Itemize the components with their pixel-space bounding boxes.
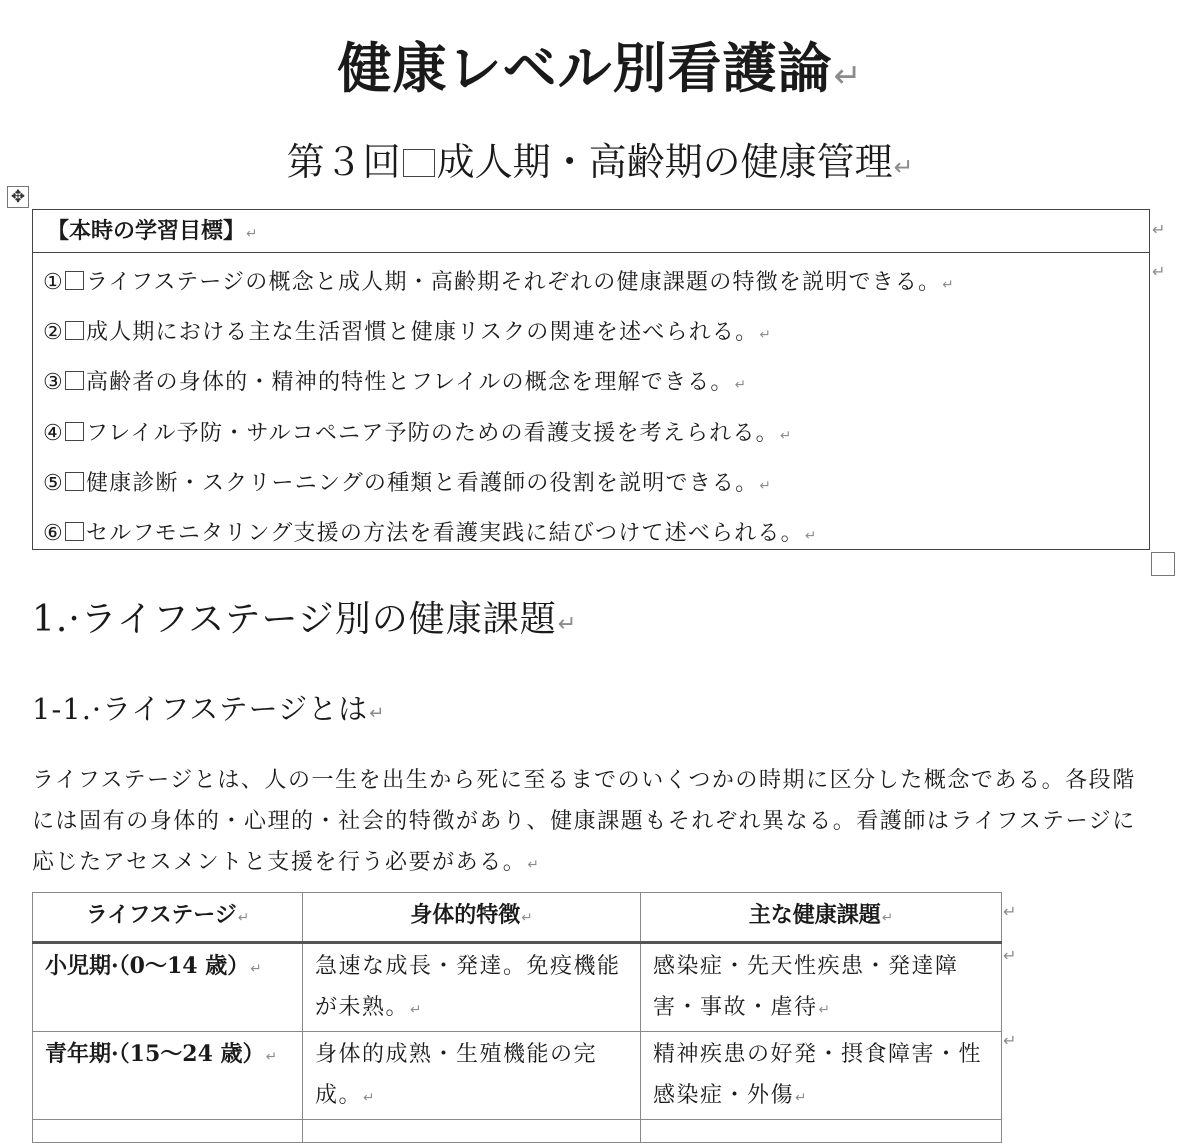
table-row (33, 1032, 1002, 1120)
table-cell-physical (303, 1032, 641, 1120)
table-cell (303, 1120, 641, 1143)
objective-number: ③ (43, 370, 64, 396)
cell-end-mark-icon: ↵ (521, 910, 533, 926)
objective-item (43, 410, 1149, 460)
space-box-icon (403, 149, 435, 177)
stage-text: 小児期·（0〜14 歳） (45, 953, 250, 979)
paragraph-mark-icon: ↵ (804, 528, 818, 545)
document-title (0, 36, 1200, 101)
life-stage-table (32, 892, 1002, 1143)
section-heading-1-1 (32, 692, 385, 727)
lecture-number: 第３回 (286, 140, 401, 184)
table-resize-handle-icon[interactable] (1151, 552, 1175, 576)
paragraph-mark-icon: ↵ (893, 153, 914, 181)
table-header-cell (303, 893, 641, 943)
objective-text: 高齢者の身体的・精神的特性とフレイルの概念を理解できる。 (85, 370, 734, 396)
row-end-mark-icon: ↵ (1003, 1031, 1017, 1050)
table-cell-issues (641, 1032, 1002, 1120)
table-cell-physical (303, 943, 641, 1032)
objective-number: ⑤ (43, 470, 64, 496)
table-header-cell (641, 893, 1002, 943)
table-header-cell (33, 893, 303, 943)
objectives-list (33, 253, 1149, 560)
row-end-mark-icon: ↵ (1003, 902, 1017, 921)
space-box-icon (65, 371, 84, 390)
paragraph-mark-icon: ↵ (246, 226, 258, 242)
body-paragraph-text: ライフステージとは、人の一生を出生から死に至るまでのいくつかの時期に区分した概念である。各段階には固有の身体的・心理的・社会的特徴があり、健康課題もそれぞれ異なる。看護師はライフステージに応じたアセスメントと支援を行う必要がある。 (32, 768, 1136, 875)
space-box-icon (65, 271, 84, 290)
section-heading-1 (32, 598, 577, 641)
space-box-icon (65, 522, 84, 541)
cell-end-mark-icon: ↵ (237, 910, 250, 926)
cell-end-mark-icon: ↵ (818, 1002, 832, 1018)
paragraph-mark-icon: ↵ (833, 56, 863, 95)
table-cell (641, 1120, 1002, 1143)
objective-number: ② (43, 320, 64, 346)
objective-text: 成人期における主な生活習慣と健康リスクの関連を述べられる。 (85, 320, 759, 346)
document-title-text: 健康レベル別看護論 (337, 36, 833, 100)
table-cell-stage (33, 1032, 303, 1120)
space-box-icon (65, 422, 84, 441)
objective-number: ⑥ (43, 521, 64, 547)
paragraph-mark-icon: ↵ (759, 327, 772, 344)
objective-number: ① (43, 270, 64, 295)
objective-text: ライフステージの概念と成人期・高齢期それぞれの健康課題の特徴を説明できる。 (85, 270, 942, 295)
objective-item (43, 359, 1149, 409)
body-paragraph (32, 760, 1152, 886)
objective-text: 健康診断・スクリーニングの種類と看護師の役割を説明できる。 (85, 470, 759, 496)
space-box-icon (65, 321, 84, 340)
objectives-table (32, 209, 1150, 550)
objectives-heading (33, 210, 1149, 253)
space-box-icon (65, 472, 84, 491)
section-heading-1-text: 1.·ライフステージ別の健康課題 (32, 599, 557, 640)
paragraph-mark-icon: ↵ (369, 703, 386, 724)
cell-end-mark-icon: ↵ (250, 961, 262, 977)
document-subtitle (0, 140, 1200, 186)
cell-end-mark-icon: ↵ (410, 1002, 423, 1018)
paragraph-mark-icon: ↵ (759, 477, 772, 494)
row-end-mark-icon: ↵ (1152, 262, 1166, 281)
paragraph-mark-icon: ↵ (942, 277, 955, 293)
header-issues-text: 主な健康課題 (748, 902, 881, 928)
issues-text: 感染症・先天性疾患・発達障害・事故・虐待 (653, 954, 959, 1020)
table-cell-stage (33, 943, 303, 1032)
section-heading-1-1-text: 1-1.·ライフステージとは (32, 692, 369, 726)
lecture-topic: 成人期・高齢期の健康管理 (436, 140, 893, 184)
row-end-mark-icon: ↵ (1152, 220, 1166, 239)
issues-text: 精神疾患の好発・摂食障害・性感染症・外傷 (653, 1042, 983, 1108)
table-move-handle-icon[interactable]: ✥ (7, 186, 29, 208)
paragraph-mark-icon: ↵ (557, 611, 578, 637)
cell-end-mark-icon: ↵ (363, 1090, 376, 1106)
stage-text: 青年期·（15〜24 歳） (45, 1041, 265, 1067)
cell-end-mark-icon: ↵ (881, 910, 894, 926)
header-physical-text: 身体的特徴 (410, 902, 521, 928)
objective-text: セルフモニタリング支援の方法を看護実践に結びつけて述べられる。 (85, 521, 804, 547)
row-end-mark-icon: ↵ (1003, 946, 1017, 965)
objective-item (43, 510, 1149, 560)
cell-end-mark-icon: ↵ (265, 1049, 277, 1065)
table-row (33, 943, 1002, 1032)
paragraph-mark-icon: ↵ (779, 427, 793, 444)
objective-text: フレイル予防・サルコペニア予防のための看護支援を考えられる。 (85, 420, 779, 446)
physical-text: 身体的成熟・生殖機能の完成。 (315, 1042, 598, 1108)
cell-end-mark-icon: ↵ (795, 1090, 808, 1106)
objective-number: ④ (43, 420, 64, 446)
table-cell-issues (641, 943, 1002, 1032)
paragraph-mark-icon: ↵ (734, 377, 748, 394)
table-row-partial (33, 1120, 1002, 1143)
objective-item (43, 309, 1149, 359)
physical-text: 急速な成長・発達。免疫機能が未熟。 (315, 954, 621, 1020)
header-stage-text: ライフステージ (85, 902, 237, 928)
paragraph-mark-icon: ↵ (527, 857, 541, 873)
objective-item (43, 259, 1149, 309)
table-header-row (33, 893, 1002, 943)
objectives-heading-text: 【本時の学習目標】 (47, 218, 246, 244)
objective-item (43, 460, 1149, 510)
table-cell (33, 1120, 303, 1143)
